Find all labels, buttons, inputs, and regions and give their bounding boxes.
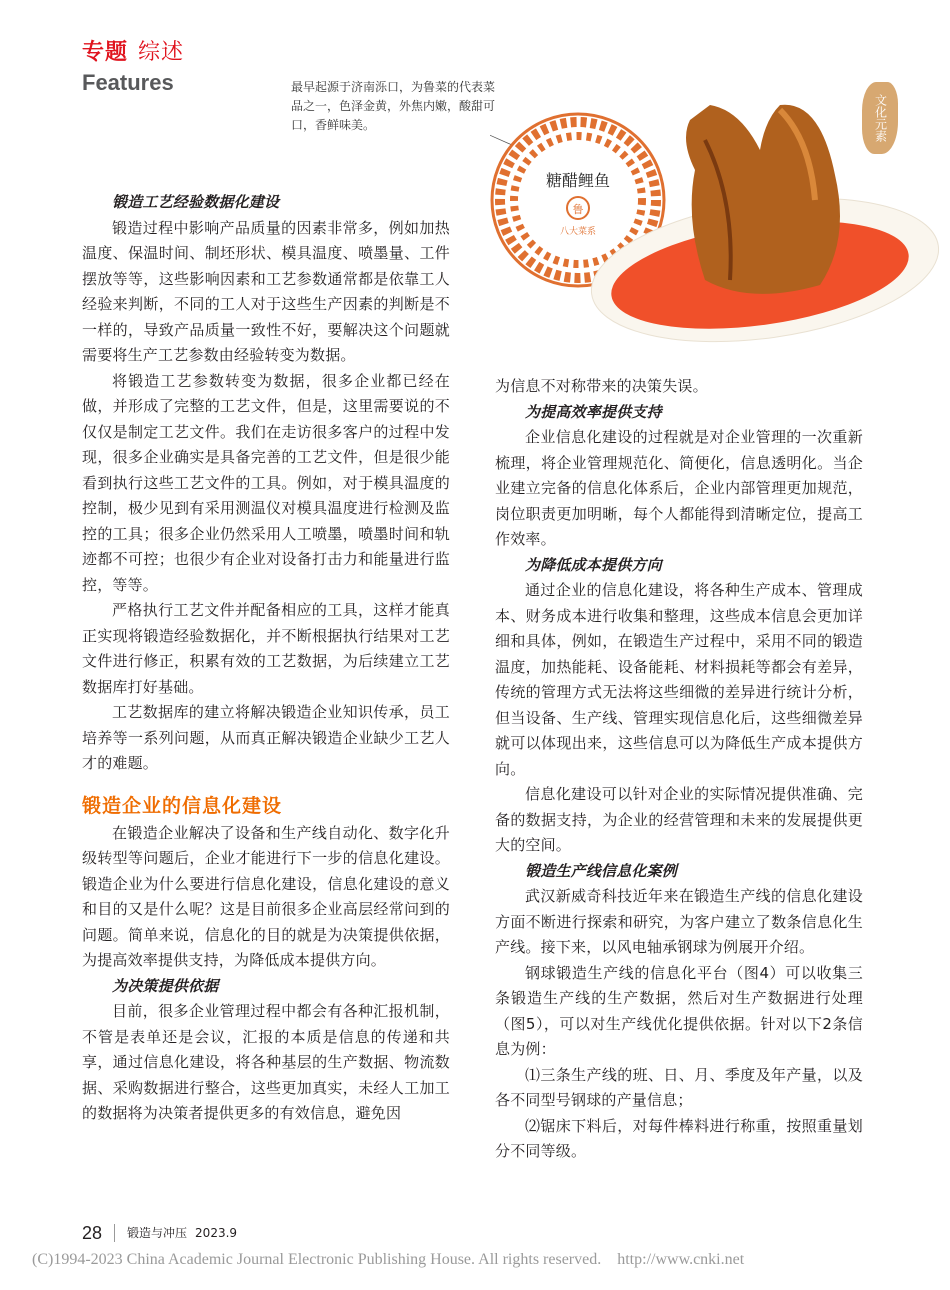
paragraph: 为信息不对称带来的决策失误。	[495, 377, 708, 395]
column-header	[82, 40, 184, 66]
subheading: 锻造生产线信息化案例	[525, 861, 678, 880]
list-item: ⑵锯床下料后，对每件棒料进行称重，按照重量划分不同等级。	[495, 1116, 863, 1160]
paragraph: 工艺数据库的建立将解决锻造企业知识传承，员工培养等一系列问题，从而真正解决锻造企业缺少工艺人才的难题。	[82, 703, 450, 772]
left-column	[82, 190, 450, 1127]
dish-name: 糖醋鲤鱼	[545, 171, 611, 190]
issue: 2023.9	[195, 1226, 238, 1240]
paragraph: 武汉新威奇科技近年来在锻造生产线的信息化建设方面不断进行探索和研究，为客户建立了数条信息化生产线。接下来，以风电轴承钢球为例展开介绍。	[495, 887, 863, 956]
page-number: 28	[82, 1223, 103, 1243]
paragraph: 目前，很多企业管理过程中都会有各种汇报机制，不管是表单还是会议，汇报的本质是信息的传递和共享，通过信息化建设，将各种基层的生产数据、物流数据、采购数据进行整合，这些更加真实，未经人工加工的数据将为决策者提供更多的有效信息，避免因	[82, 1002, 450, 1122]
subheading: 锻造工艺经验数据化建设	[112, 193, 280, 211]
subheading: 为提高效率提供支持	[525, 402, 662, 421]
paragraph: 信息化建设可以针对企业的实际情况提供准确、完备的数据支持，为企业的经营管理和未来的发展提供更大的空间。	[495, 785, 863, 854]
paragraph: 在锻造企业解决了设备和生产线自动化、数字化升级转型等问题后，企业才能进行下一步的信息化建设。锻造企业为什么要进行信息化建设，信息化建设的意义和目的又是什么呢？这是目前很多企业高层经常问到的问题。简单来说，信息化的目的就是为决策提供依据，为提高效率提供支持，为降低成本提供方向。	[82, 823, 450, 969]
footer-divider	[114, 1224, 115, 1242]
magazine-name: 锻造与冲压	[127, 1226, 188, 1240]
paragraph: 锻造过程中影响产品质量的因素非常多，例如加热温度、保温时间、制坯形状、模具温度、喷墨量、工件摆放等等，这些影响因素和工艺参数通常都是依靠工人经验来判断，不同的工人对于这些生产因素的判断是不一样的，导致产品质量一致性不好，要解决这个问题就需要将生产工艺参数由经验转变为数据。	[82, 218, 450, 364]
paragraph: 钢球锻造生产线的信息化平台（图4）可以收集三条锻造生产线的生产数据，然后对生产数据进行处理（图5），可以对生产线优化提供依据。针对以下2条信息为例：	[495, 963, 863, 1058]
features-label: Features	[82, 70, 174, 95]
subheading: 为决策提供依据	[112, 976, 219, 995]
right-column	[495, 374, 863, 1165]
list-item: ⑴三条生产线的班、日、月、季度及年产量，以及各不同型号钢球的产量信息；	[495, 1065, 863, 1109]
paragraph: 将锻造工艺参数转变为数据，很多企业都已经在做，并形成了完整的工艺文件，但是，这里需要说的不仅仅是制定工艺文件。我们在走访很多客户的过程中发现，很多企业确实是具备完善的工艺文件，但是很少能看到执行这些工艺文件的工具。例如，对于模具温度的控制，极少见到有采用测温仪对模具温度进行检测及监控的工具；很多企业仍然采用人工喷墨，喷墨时间和轨迹都不可控；也很少有企业对设备打击力和能量进行监控，等等。	[82, 371, 450, 594]
cuisine-label: 八大菜系	[559, 227, 597, 237]
seal: 鲁	[572, 203, 584, 216]
section-label: 综述	[138, 40, 185, 65]
paragraph: 通过企业的信息化建设，将各种生产成本、管理成本、财务成本进行收集和整理，这些成本信息会更加详细和具体，例如，在锻造生产过程中，采用不同的锻造温度，加热能耗、设备能耗、材料损耗等都会有差异，传统的管理方式无法将这些细微的差异进行统计分析，但当设备、生产线、管理实现信息化后，这些细微差异就可以体现出来，这些信息可以为降低生产成本提供方向。	[495, 581, 863, 778]
paragraph: 严格执行工艺文件并配备相应的工具，这样才能真正实现将锻造经验数据化，并不断根据执行结果对工艺文件进行修正，积累有效的工艺数据，为后续建立工艺数据库打好基础。	[82, 601, 450, 696]
image-caption: 最早起源于济南泺口，为鲁菜的代表菜品之一，色泽金黄，外焦内嫩，酸甜可口，香鲜味美。	[291, 80, 496, 132]
subheading: 为降低成本提供方向	[525, 555, 662, 574]
column-label: 专题	[82, 40, 129, 65]
page-footer	[82, 1222, 237, 1244]
section-heading: 锻造企业的信息化建设	[82, 794, 283, 817]
culture-tag: 文化元素	[862, 82, 898, 154]
copyright-notice: (C)1994-2023 China Academic Journal Electronic Publishing House. All rights reserved. http://www.cnki.net	[32, 1251, 745, 1268]
paragraph: 企业信息化建设的过程就是对企业管理的一次重新梳理，将企业管理规范化、简便化，信息透明化。当企业建立完备的信息化体系后，企业内部管理更加规范，岗位职责更加明晰，每个人都能得到清晰定位，提高工作效率。	[495, 428, 863, 548]
